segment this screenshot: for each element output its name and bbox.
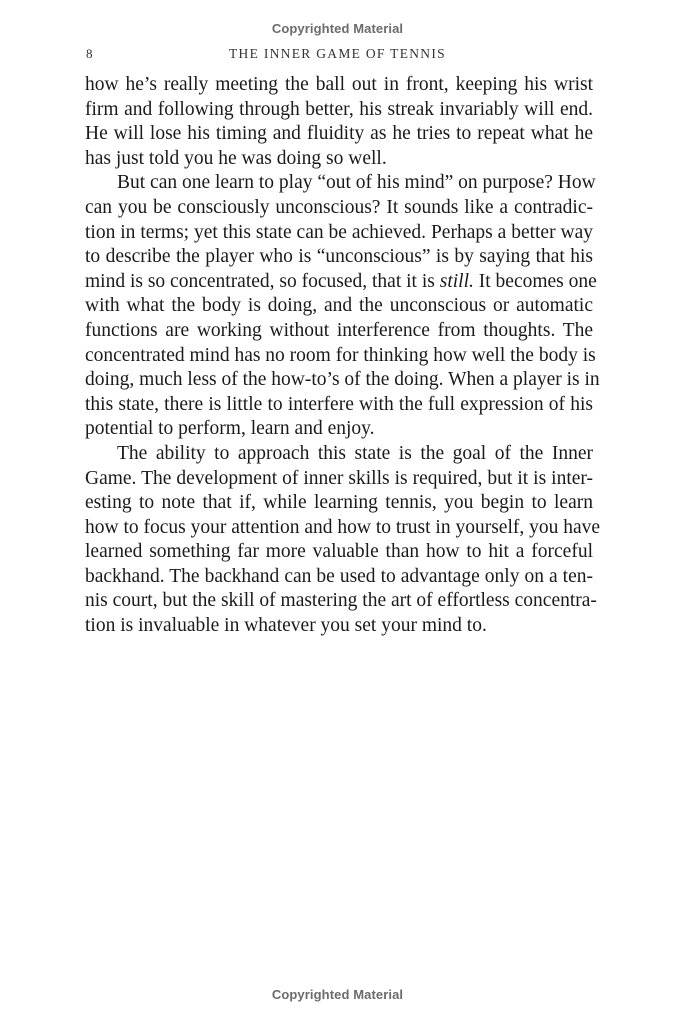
text-line: can you be consciously unconscious? It sounds like a contradic- xyxy=(85,196,593,218)
text-line: concentrated mind has no room for thinking how well the body is xyxy=(85,344,596,366)
text-line: potential to perform, learn and enjoy. xyxy=(85,418,375,440)
text-line: has just told you he was doing so well. xyxy=(85,147,387,169)
text-line: tion in terms; yet this state can be achieved. Perhaps a better way xyxy=(85,221,593,243)
text-line: how to focus your attention and how to trust in yourself, you have xyxy=(85,516,601,538)
body-text xyxy=(85,73,601,639)
text-line: The ability to approach this state is the goal of the Inner xyxy=(117,442,593,464)
text-line: esting to note that if, while learning tennis, you begin to learn xyxy=(85,492,593,514)
text-line: He will lose his timing and fluidity as he tries to repeat what he xyxy=(85,123,593,145)
text-line: backhand. The backhand can be used to advantage only on a ten- xyxy=(85,565,593,587)
emphasis-still: still. xyxy=(439,270,474,292)
text-segment: It becomes one xyxy=(473,270,597,292)
text-segment: mind is so concentrated, so focused, that it is xyxy=(85,270,440,292)
page-number: 8 xyxy=(86,46,93,61)
paragraph-3 xyxy=(85,442,601,639)
text-line: nis court, but the skill of mastering the art of effortless concentra- xyxy=(85,590,597,612)
text-line: functions are working without interference from thoughts. The xyxy=(85,319,593,341)
paragraph-2 xyxy=(85,171,600,442)
text-line: to describe the player who is “unconscious” is by saying that his xyxy=(85,246,593,268)
copyright-watermark-top: Copyrighted Material xyxy=(271,21,404,36)
text-line xyxy=(85,270,597,295)
running-head xyxy=(0,46,675,66)
text-line: doing, much less of the how-to’s of the doing. When a player is in xyxy=(85,369,600,391)
copyright-watermark-bottom: Copyrighted Material xyxy=(271,987,404,1002)
text-line: Game. The development of inner skills is required, but it is inter- xyxy=(85,467,593,489)
text-line: But can one learn to play “out of his mind” on purpose? How xyxy=(117,172,596,194)
text-line: this state, there is little to interfere with the full expression of his xyxy=(85,393,593,415)
text-line: tion is invaluable in whatever you set your mind to. xyxy=(85,615,487,637)
text-line: how he’s really meeting the ball out in front, keeping his wrist xyxy=(85,74,593,95)
text-line: firm and following through better, his streak invariably will end. xyxy=(85,98,593,120)
text-line: with what the body is doing, and the unconscious or automatic xyxy=(85,295,593,317)
paragraph-1 xyxy=(85,73,593,171)
book-title: THE INNER GAME OF TENNIS xyxy=(229,46,446,61)
text-line: learned something far more valuable than how to hit a forceful xyxy=(85,541,593,563)
